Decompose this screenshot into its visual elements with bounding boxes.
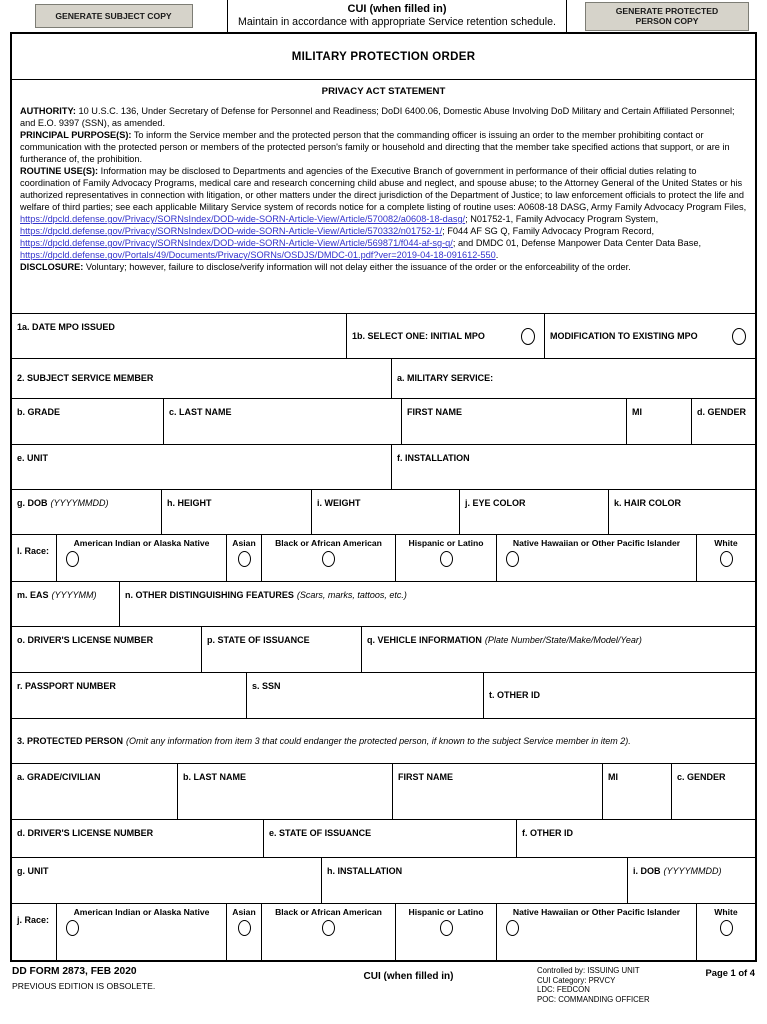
field-3h-installation[interactable] xyxy=(322,858,628,903)
disclosure-paragraph xyxy=(20,261,747,273)
form-number: DD FORM 2873, FEB 2020 xyxy=(12,966,137,977)
race-label: Black or African American xyxy=(275,907,382,917)
race-label: Native Hawaiian or Other Pacific Islander xyxy=(512,907,681,917)
hint-2n-distinguishing-features: (Scars, marks, tattoos, etc.) xyxy=(296,590,407,600)
label-2a-military-service: a. MILITARY SERVICE: xyxy=(397,373,494,383)
routine-sep-1: ; N01752-1, Family Advocacy Program System, xyxy=(465,214,659,224)
race-label: American Indian or Alaska Native xyxy=(73,538,210,548)
label-3b-last-name: b. LAST NAME xyxy=(183,772,246,782)
hint-section-3: (Omit any information from item 3 that could endanger the protected person, if known to the subject Service member in item 2). xyxy=(126,736,631,746)
top-bar xyxy=(0,0,767,32)
subject-copy-zone xyxy=(0,0,227,32)
field-2k-hair-color[interactable] xyxy=(609,490,755,534)
hint-3i-dob-format: (YYYYMMDD) xyxy=(663,866,722,876)
field-2b-grade[interactable] xyxy=(12,399,164,444)
label-2e-unit: e. UNIT xyxy=(17,453,49,463)
label-2f-installation: f. INSTALLATION xyxy=(397,453,470,463)
routine-use-text: Information may be disclosed to Departments and agencies of the Executive Branch of government in performance of their official duties relating to coordination of Family Advocacy Programs, medical care and research concerning child abuse and neglect, and spouse abuse; to the Attorney General of the United States or his authorized representatives in connection with litigation, or other matters under the direct jurisdiction of the Department of Justice; to law enforcement officials to protect the life and welfare of third parties; see each applicable Military Service system of records notice for a complete listing of routine uses: A0608-18 DASG, Army Family Advocacy Program Files, xyxy=(20,166,747,212)
label-3c-gender: c. GENDER xyxy=(677,772,726,782)
label-2s-ssn: s. SSN xyxy=(252,681,281,691)
field-2i-weight[interactable] xyxy=(312,490,460,534)
routine-sep-4: . xyxy=(495,250,499,260)
race-option-subject-native-hawaiian xyxy=(497,535,697,581)
field-2g-dob[interactable] xyxy=(12,490,162,534)
hint-2q-vehicle-information: (Plate Number/State/Make/Model/Year) xyxy=(484,635,642,645)
field-3c-gender[interactable] xyxy=(672,764,755,819)
principal-purpose-paragraph xyxy=(20,129,747,165)
poc: POC: COMMANDING OFFICER xyxy=(537,994,650,1004)
routine-use-label: ROUTINE USE(S): xyxy=(20,166,99,176)
field-3g-unit[interactable] xyxy=(12,858,322,903)
routine-use-paragraph xyxy=(20,165,747,261)
radio-race-protected-hispanic[interactable] xyxy=(440,920,453,936)
race-label: Asian xyxy=(232,538,256,548)
hint-2g-dob-format: (YYYYMMDD) xyxy=(50,498,109,508)
field-3i-dob[interactable] xyxy=(628,858,755,903)
section-2-header xyxy=(12,359,392,398)
routine-sep-3: ; and DMDC 01, Defense Manpower Data Center Data Base, xyxy=(452,238,702,248)
radio-race-subject-black[interactable] xyxy=(322,551,335,567)
cui-control-block xyxy=(537,966,689,1004)
label-3d-drivers-license: d. DRIVER'S LICENSE NUMBER xyxy=(17,828,154,838)
radio-race-protected-asian[interactable] xyxy=(238,920,251,936)
label-2o-drivers-license: o. DRIVER'S LICENSE NUMBER xyxy=(17,635,154,645)
radio-race-protected-native-hawaiian[interactable] xyxy=(506,920,519,936)
field-2n-distinguishing-features[interactable] xyxy=(120,582,755,626)
field-2d-gender[interactable] xyxy=(692,399,755,444)
label-2l-race: l. Race: xyxy=(12,535,57,581)
label-1a-date-mpo-issued: 1a. DATE MPO ISSUED xyxy=(17,322,115,332)
sorn-link-airforce[interactable]: https://dpcld.defense.gov/Privacy/SORNsIndex/DOD-wide-SORN-Article-View/Article/569871/f044-af-sg-q/ xyxy=(20,238,453,248)
radio-race-subject-asian[interactable] xyxy=(238,551,251,567)
race-option-subject-black xyxy=(262,535,396,581)
field-2q-vehicle-information[interactable] xyxy=(362,627,755,672)
cui-banner xyxy=(227,0,567,32)
race-option-subject-american-indian xyxy=(57,535,227,581)
principal-purpose-text: To inform the Service member and the protected person that the commanding officer is issuing an order to the member prohibiting contact or communication with the protected person or members of the protected person's family or household and directing that the member take specified actions that support, or are in furtherance of, the prohibition. xyxy=(20,130,730,164)
generate-protected-copy-button[interactable] xyxy=(585,2,749,31)
field-2e-unit[interactable] xyxy=(12,445,392,489)
race-label: White xyxy=(714,907,738,917)
race-label: Asian xyxy=(232,907,256,917)
race-label: Hispanic or Latino xyxy=(408,907,484,917)
race-option-subject-hispanic xyxy=(396,535,497,581)
label-2c-last-name: c. LAST NAME xyxy=(169,407,232,417)
field-2c-mi[interactable] xyxy=(627,399,692,444)
race-label: White xyxy=(714,538,738,548)
field-2r-passport-number[interactable] xyxy=(12,673,247,718)
radio-initial-mpo[interactable] xyxy=(521,328,535,345)
race-label: American Indian or Alaska Native xyxy=(73,907,210,917)
routine-sep-2: ; F044 AF SG Q, Family Advocacy Program Record, xyxy=(442,226,655,236)
label-2t-other-id: t. OTHER ID xyxy=(489,690,540,700)
race-label: Native Hawaiian or Other Pacific Islander xyxy=(512,538,681,548)
generate-subject-copy-button[interactable]: GENERATE SUBJECT COPY xyxy=(35,4,193,28)
label-3b-mi: MI xyxy=(608,772,618,782)
radio-race-subject-hispanic[interactable] xyxy=(440,551,453,567)
authority-paragraph xyxy=(20,105,747,129)
label-3i-dob: i. DOB xyxy=(633,866,661,876)
field-2h-height[interactable] xyxy=(162,490,312,534)
field-3a-grade-civilian[interactable] xyxy=(12,764,178,819)
page-footer xyxy=(0,962,767,1004)
label-2d-gender: d. GENDER xyxy=(697,407,747,417)
field-1a-date-mpo-issued[interactable] xyxy=(12,314,347,358)
field-2f-installation[interactable] xyxy=(392,445,755,489)
race-option-protected-hispanic xyxy=(396,904,497,960)
label-2c-first-name: FIRST NAME xyxy=(407,407,462,417)
label-2n-distinguishing-features: n. OTHER DISTINGUISHING FEATURES xyxy=(125,590,294,600)
field-2t-other-id[interactable] xyxy=(484,673,755,718)
label-2i-weight: i. WEIGHT xyxy=(317,498,361,508)
sorn-link-dmdc[interactable]: https://dpcld.defense.gov/Portals/49/Documents/Privacy/SORNs/OSDJS/DMDC-01.pdf?ver=2019-04-18-091612-550 xyxy=(20,250,496,260)
race-option-subject-white xyxy=(697,535,755,581)
cui-banner-subtitle: Maintain in accordance with appropriate Service retention schedule. xyxy=(238,16,556,28)
field-3b-first-name[interactable] xyxy=(393,764,603,819)
page-indicator: Page 1 of 4 xyxy=(705,967,755,978)
field-2j-eye-color[interactable] xyxy=(460,490,609,534)
label-2h-height: h. HEIGHT xyxy=(167,498,212,508)
sorn-link-army[interactable]: https://dpcld.defense.gov/Privacy/SORNsIndex/DOD-wide-SORN-Article-View/Article/570082/a0608-18-dasg/ xyxy=(20,214,466,224)
race-option-protected-white xyxy=(697,904,755,960)
cui-category: CUI Category: PRVCY xyxy=(537,975,616,985)
label-2c-mi: MI xyxy=(632,407,642,417)
field-2o-drivers-license[interactable] xyxy=(12,627,202,672)
race-option-subject-asian xyxy=(227,535,262,581)
radio-race-subject-native-hawaiian[interactable] xyxy=(506,551,519,567)
label-1b-modification-mpo: MODIFICATION TO EXISTING MPO xyxy=(550,330,698,341)
radio-race-protected-black[interactable] xyxy=(322,920,335,936)
field-3f-other-id[interactable] xyxy=(517,820,755,857)
field-3d-drivers-license[interactable] xyxy=(12,820,264,857)
race-label: Black or African American xyxy=(275,538,382,548)
radio-modification-mpo[interactable] xyxy=(732,328,746,345)
authority-text: 10 U.S.C. 136, Under Secretary of Defense for Personnel and Readiness; DoDI 6400.06, Domestic Abuse Involving DoD Military and Certain Affiliated Personnel; and E.O. 9397 (SSN), as amended. xyxy=(20,106,735,128)
label-1b-initial-mpo: 1b. SELECT ONE: INITIAL MPO xyxy=(352,330,485,341)
race-label: Hispanic or Latino xyxy=(408,538,484,548)
race-option-protected-black xyxy=(262,904,396,960)
radio-race-subject-american-indian[interactable] xyxy=(66,551,79,567)
privacy-heading: PRIVACY ACT STATEMENT xyxy=(321,86,446,97)
label-2p-state-of-issuance: p. STATE OF ISSUANCE xyxy=(207,635,310,645)
cui-banner-title: CUI (when filled in) xyxy=(347,3,447,15)
protected-button-line1: GENERATE PROTECTED xyxy=(615,5,719,16)
field-2a-military-service[interactable] xyxy=(392,359,755,398)
option-1b-modification-mpo xyxy=(545,314,755,358)
label-3f-other-id: f. OTHER ID xyxy=(522,828,573,838)
radio-race-protected-white[interactable] xyxy=(720,920,733,936)
label-2q-vehicle-information: q. VEHICLE INFORMATION xyxy=(367,635,482,645)
label-section-2: 2. SUBJECT SERVICE MEMBER xyxy=(17,373,154,383)
label-3e-state-of-issuance: e. STATE OF ISSUANCE xyxy=(269,828,372,838)
field-2c-first-name[interactable] xyxy=(402,399,627,444)
race-option-protected-native-hawaiian xyxy=(497,904,697,960)
authority-label: AUTHORITY: xyxy=(20,106,76,116)
race-option-protected-asian xyxy=(227,904,262,960)
disclosure-label: DISCLOSURE: xyxy=(20,262,84,272)
sorn-link-navy[interactable]: https://dpcld.defense.gov/Privacy/SORNsIndex/DOD-wide-SORN-Article-View/Article/570332/n01752-1/ xyxy=(20,226,443,236)
controlled-by: Controlled by: ISSUING UNIT xyxy=(537,966,640,975)
label-3j-race: j. Race: xyxy=(12,904,57,960)
form-box xyxy=(10,32,757,962)
label-3a-grade-civilian: a. GRADE/CIVILIAN xyxy=(17,772,101,782)
label-2b-grade: b. GRADE xyxy=(17,407,61,417)
field-3b-last-name[interactable] xyxy=(178,764,393,819)
principal-purpose-label: PRINCIPAL PURPOSE(S): xyxy=(20,130,132,140)
protected-button-line2: PERSON COPY xyxy=(635,16,699,26)
label-3h-installation: h. INSTALLATION xyxy=(327,866,403,876)
section-3-header xyxy=(12,719,755,763)
label-2k-hair-color: k. HAIR COLOR xyxy=(614,498,682,508)
label-3g-unit: g. UNIT xyxy=(17,866,49,876)
field-3e-state-of-issuance[interactable] xyxy=(264,820,517,857)
previous-edition-note: PREVIOUS EDITION IS OBSOLETE. xyxy=(12,981,156,991)
hint-2m-eas-format: (YYYYMM) xyxy=(51,590,97,600)
label-2m-eas: m. EAS xyxy=(17,590,49,600)
field-2m-eas[interactable] xyxy=(12,582,120,626)
field-2c-last-name[interactable] xyxy=(164,399,402,444)
field-2p-state-of-issuance[interactable] xyxy=(202,627,362,672)
option-1b-initial-mpo xyxy=(347,314,545,358)
radio-race-subject-white[interactable] xyxy=(720,551,733,567)
radio-race-protected-american-indian[interactable] xyxy=(66,920,79,936)
label-2j-eye-color: j. EYE COLOR xyxy=(465,498,526,508)
field-3b-mi[interactable] xyxy=(603,764,672,819)
label-2r-passport-number: r. PASSPORT NUMBER xyxy=(17,681,116,691)
protected-copy-zone xyxy=(567,0,767,32)
disclosure-text: Voluntary; however, failure to disclose/verify information will not delay either the issuance of the order or the enforceability of the order. xyxy=(85,262,631,272)
label-3b-first-name: FIRST NAME xyxy=(398,772,453,782)
footer-cui-marking: CUI (when filled in) xyxy=(363,971,454,982)
label-section-3: 3. PROTECTED PERSON xyxy=(17,735,124,746)
ldc: LDC: FEDCON xyxy=(537,985,590,995)
privacy-act-statement xyxy=(12,80,755,314)
form-title: MILITARY PROTECTION ORDER xyxy=(291,50,476,63)
race-option-protected-american-indian xyxy=(57,904,227,960)
label-2g-dob: g. DOB xyxy=(17,498,48,508)
field-2s-ssn[interactable] xyxy=(247,673,484,718)
